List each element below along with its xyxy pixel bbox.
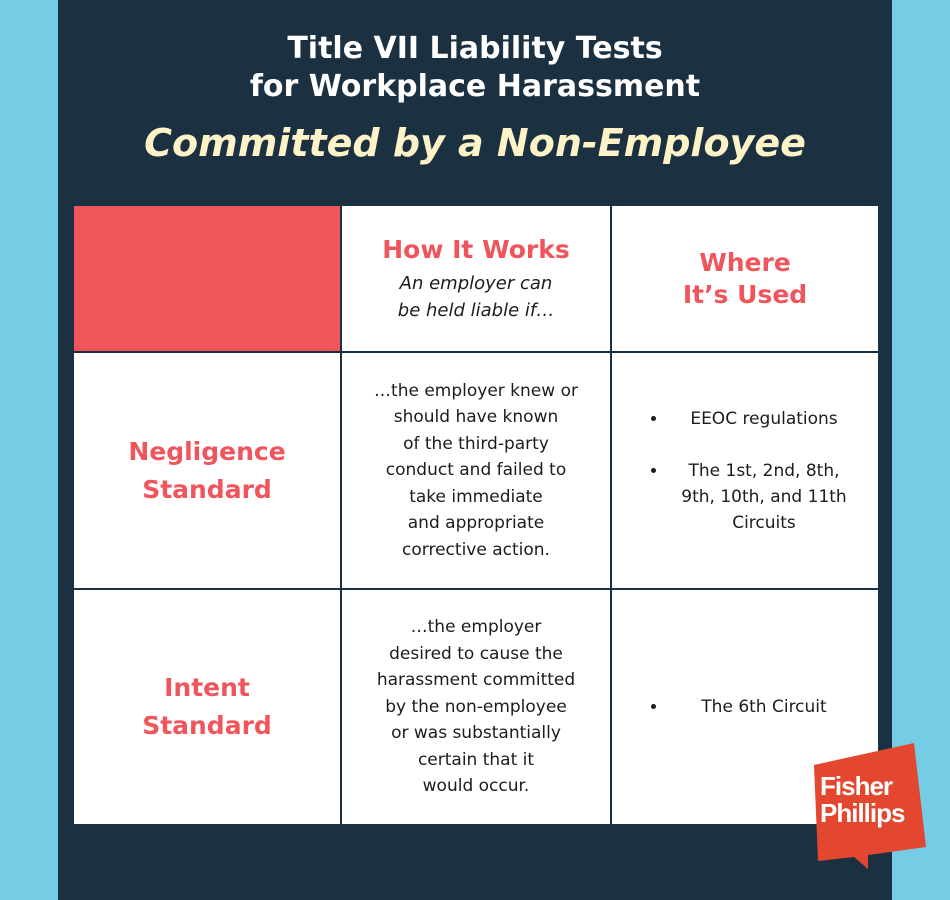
row-label-line-1: Intent — [164, 673, 250, 702]
how-text: …the employer desired to cause the harassment committed by the non-employee or was substantially certain that it would occur. — [376, 617, 576, 797]
title-line-1: Title VII Liability Tests — [287, 31, 663, 66]
fisher-phillips-logo — [810, 743, 928, 869]
how-text: …the employer knew or should have known of the third-party conduct and failed to take immediate and appropriate corrective action. — [374, 380, 578, 560]
how-it-works-header — [341, 205, 611, 352]
corner-cell — [73, 205, 341, 352]
how-cell-intent — [341, 589, 611, 825]
logo-line-2: Phillips — [820, 798, 905, 828]
row-label-negligence — [73, 352, 341, 589]
table-row — [73, 352, 879, 589]
list-item: • The 1st, 2nd, 8th, 9th, 10th, and 11th Circuits — [668, 458, 858, 536]
list-item: • EEOC regulations — [668, 406, 858, 432]
row-label-line-2: Standard — [142, 711, 272, 740]
row-label-line-2: Standard — [142, 474, 272, 504]
table-row — [73, 589, 879, 825]
where-title-line-1: Where — [699, 247, 791, 277]
where-list — [612, 406, 878, 536]
list-item: • The 6th Circuit — [668, 694, 858, 720]
row-label-line-1: Negligence — [128, 436, 286, 466]
title-line-2: for Workplace Harassment — [249, 69, 701, 104]
logo-wordmark — [820, 773, 926, 827]
page-subtitle: Committed by a Non-Employee — [144, 121, 806, 165]
where-cell-negligence — [611, 352, 879, 589]
row-label-intent — [73, 589, 341, 825]
how-it-works-subtitle-line-2: be held liable if… — [397, 299, 555, 321]
where-title-line-2: It’s Used — [682, 279, 808, 309]
how-it-works-subtitle-line-1: An employer can — [399, 272, 553, 294]
how-it-works-title: How It Works — [382, 234, 570, 264]
where-its-used-header — [611, 205, 879, 352]
table-header-row — [73, 205, 879, 352]
page-title — [58, 30, 892, 106]
liability-tests-table — [72, 204, 880, 826]
where-list — [612, 694, 878, 720]
logo-line-1: Fisher — [820, 771, 893, 801]
how-cell-negligence — [341, 352, 611, 589]
